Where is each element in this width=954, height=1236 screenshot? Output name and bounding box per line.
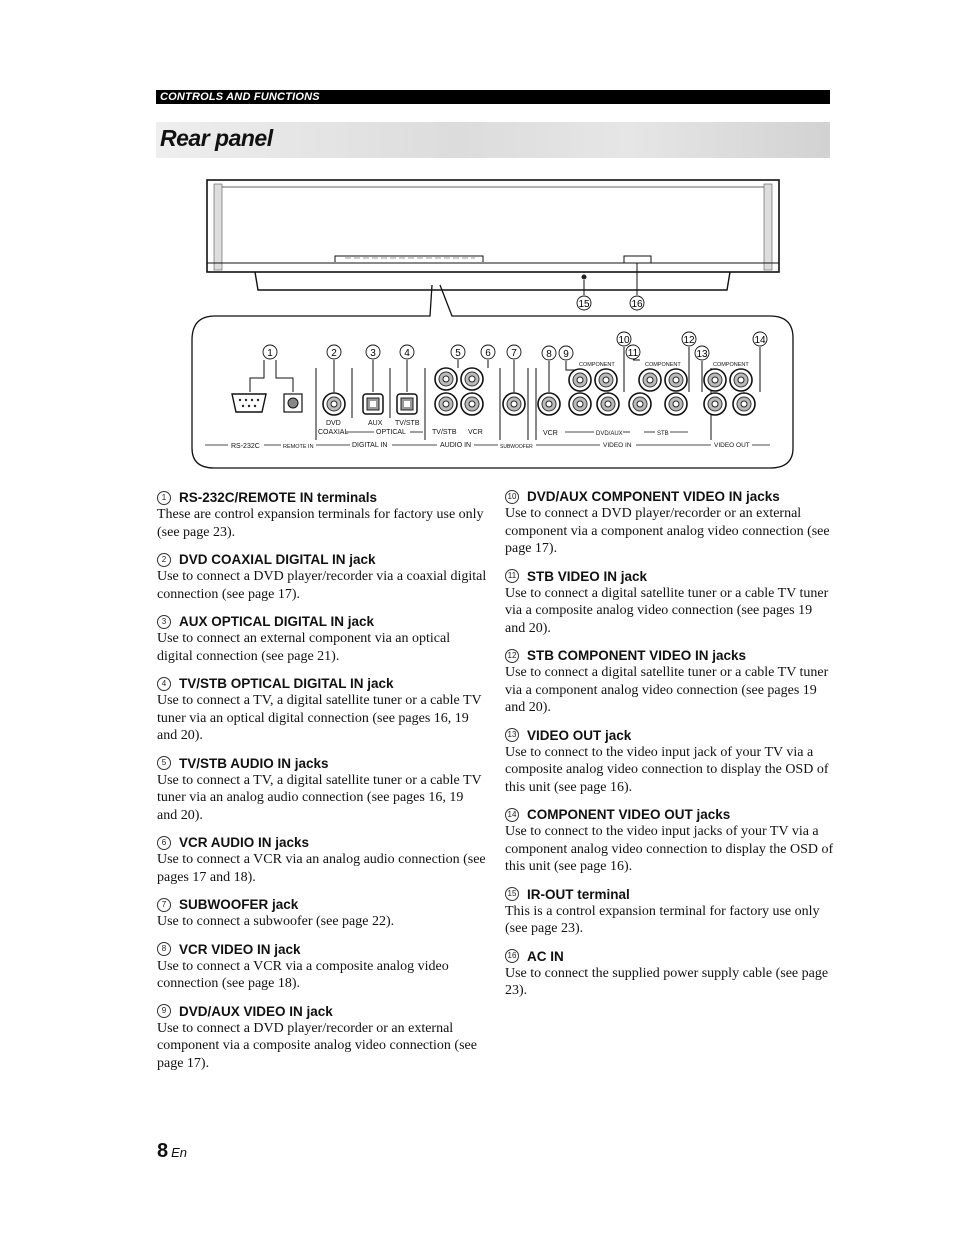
callout-1: 1 (267, 348, 273, 359)
item-title: STB COMPONENT VIDEO IN jacks (527, 648, 747, 663)
dvdaux-component-pr-jack (597, 393, 619, 415)
label-tvstb: TV/STB (432, 429, 457, 436)
tvstb-audio-l-jack (435, 368, 457, 390)
item-number: 3 (157, 615, 171, 629)
item-number: 5 (157, 756, 171, 770)
item-title: IR-OUT terminal (527, 886, 630, 902)
item-number: 10 (505, 490, 519, 504)
item-number: 2 (157, 553, 171, 567)
component-out-pb-jack (730, 369, 752, 391)
dvdaux-component-pb-jack (595, 369, 617, 391)
callout-7: 7 (511, 348, 517, 359)
item-number: 4 (157, 677, 171, 691)
item-title: STB VIDEO IN jack (527, 568, 648, 584)
label-aux: AUX (368, 420, 383, 427)
item-title: VIDEO OUT jack (527, 727, 632, 743)
callout-12: 12 (683, 335, 695, 346)
label-component-3: COMPONENT (713, 362, 749, 368)
left-column (157, 489, 487, 1072)
item-6 (157, 834, 487, 886)
item-title: TV/STB OPTICAL DIGITAL IN jack (179, 676, 394, 691)
item-9 (157, 1003, 487, 1073)
item-12 (505, 647, 835, 717)
subwoofer-jack (503, 393, 525, 415)
item-title: VCR AUDIO IN jacks (179, 835, 310, 850)
component-out-y-jack (704, 369, 726, 391)
item-8 (157, 941, 487, 993)
callout-3: 3 (370, 348, 376, 359)
item-description: Use to connect a DVD player/recorder or an external component via a component analog video connection (see page 17). (505, 506, 830, 556)
item-number: 7 (157, 898, 171, 912)
item-number: 1 (157, 491, 171, 505)
label-digital-in: DIGITAL IN (352, 442, 388, 449)
item-title: SUBWOOFER jack (179, 897, 299, 912)
callout-16: 16 (631, 299, 643, 310)
label-audio-in: AUDIO IN (440, 442, 472, 449)
item-title: DVD/AUX COMPONENT VIDEO IN jacks (527, 489, 780, 504)
dvd-coaxial-jack (323, 393, 345, 415)
callout-6: 6 (485, 348, 491, 359)
aux-optical-jack (363, 394, 383, 414)
right-column (505, 488, 835, 1000)
item-title: VCR VIDEO IN jack (179, 941, 301, 957)
vcr-video-in-jack (538, 393, 560, 415)
item-description: This is a control expansion terminal for factory use only (see page 23). (505, 903, 820, 936)
label-optical: OPTICAL (376, 429, 406, 436)
tvstb-optical-jack (397, 394, 417, 414)
item-description: Use to connect a digital satellite tuner or a cable TV tuner via a composite analog video connection (see pages 19 and 20). (505, 585, 829, 636)
item-title: AC IN (527, 948, 564, 964)
stb-component-y-jack (639, 369, 661, 391)
item-number: 9 (157, 1004, 171, 1018)
page-language: En (171, 1145, 188, 1160)
callout-14: 14 (754, 335, 766, 346)
label-tvstb-top: TV/STB (395, 420, 420, 427)
item-number: 8 (157, 942, 171, 956)
item-description: Use to connect a VCR via a composite analog video connection (see page 18). (157, 958, 449, 991)
video-out-jack (704, 393, 726, 415)
callout-11: 11 (627, 348, 639, 359)
callout-9: 9 (563, 349, 569, 360)
item-description: Use to connect to the video input jack of your TV via a composite analog video connection to display the OSD of this unit (see page 16). (505, 744, 829, 795)
label-remote-in: REMOTE IN (283, 444, 314, 450)
item-11 (505, 568, 835, 638)
item-description: Use to connect a VCR via an analog audio connection (see pages 17 and 18). (157, 852, 486, 885)
rs232c-port (232, 394, 266, 412)
item-7 (157, 896, 487, 931)
callout-8: 8 (546, 349, 552, 360)
rear-panel-diagram (0, 0, 954, 480)
item-title: RS-232C/REMOTE IN terminals (179, 490, 378, 505)
label-component-2: COMPONENT (645, 362, 681, 368)
label-rs232c: RS-232C (231, 443, 260, 450)
item-description: Use to connect a TV, a digital satellite tuner or a cable TV tuner via an optical digital connection (see pages 16, 19 and 20). (157, 693, 482, 743)
dvdaux-video-in-jack (569, 393, 591, 415)
item-description: Use to connect a digital satellite tuner or a cable TV tuner via a component analog video connection (see pages 19 and 20). (505, 665, 829, 715)
callout-13: 13 (696, 349, 708, 360)
label-video-in: VIDEO IN (603, 442, 632, 449)
label-dvd: DVD (326, 420, 341, 427)
item-title: COMPONENT VIDEO OUT jacks (527, 807, 731, 822)
item-description: Use to connect to the video input jacks of your TV via a component analog video connection to display the OSD of this unit (see page 16). (505, 824, 834, 874)
label-component-1: COMPONENT (579, 362, 615, 368)
label-video-out: VIDEO OUT (714, 442, 750, 449)
item-description: Use to connect a subwoofer (see page 22). (157, 914, 395, 929)
section-header-label: CONTROLS AND FUNCTIONS (160, 91, 320, 103)
item-number: 15 (505, 887, 519, 901)
item-description: These are control expansion terminals for factory use only (see page 23). (157, 507, 484, 540)
label-coaxial: COAXIAL (318, 429, 349, 436)
label-dvdaux: DVD/AUX (596, 431, 623, 437)
page-number (157, 1140, 187, 1163)
item-number: 6 (157, 836, 171, 850)
item-10 (505, 488, 835, 558)
item-number: 13 (505, 728, 519, 742)
item-description: Use to connect the supplied power supply cable (see page 23). (505, 965, 829, 998)
stb-component-pr-jack (665, 393, 687, 415)
callout-5: 5 (455, 348, 461, 359)
label-vcr: VCR (468, 429, 483, 436)
component-out-pr-jack (733, 393, 755, 415)
item-13 (505, 727, 835, 797)
page-number-value: 8 (157, 1140, 169, 1162)
callout-15: 15 (578, 299, 590, 310)
label-subwoofer: SUBWOOFER (500, 444, 533, 450)
item-number: 14 (505, 808, 519, 822)
vcr-audio-l-jack (461, 368, 483, 390)
stb-video-in-jack (629, 393, 651, 415)
item-title: TV/STB AUDIO IN jacks (179, 755, 329, 771)
callout-4: 4 (404, 348, 410, 359)
item-title: AUX OPTICAL DIGITAL IN jack (179, 614, 375, 629)
item-4 (157, 675, 487, 745)
item-description: Use to connect a DVD player/recorder or an external component via a composite analog video connection (see page 17). (157, 1020, 477, 1071)
item-5 (157, 755, 487, 825)
item-1 (157, 489, 487, 541)
callout-10: 10 (618, 335, 630, 346)
item-description: Use to connect a TV, a digital satellite tuner or a cable TV tuner via an analog audio connection (see pages 16, 19 and 20). (157, 772, 482, 823)
callout-2: 2 (331, 348, 337, 359)
item-16 (505, 948, 835, 1000)
item-3 (157, 613, 487, 665)
dvdaux-component-y-jack (569, 369, 591, 391)
item-2 (157, 551, 487, 603)
vcr-audio-r-jack (461, 393, 483, 415)
label-vcr-video: VCR (543, 430, 558, 437)
item-number: 11 (505, 569, 519, 583)
item-title: DVD/AUX VIDEO IN jack (179, 1003, 333, 1019)
item-title: DVD COAXIAL DIGITAL IN jack (179, 552, 376, 567)
item-description: Use to connect an external component via an optical digital connection (see page 21). (157, 631, 451, 664)
item-14 (505, 806, 835, 876)
item-description: Use to connect a DVD player/recorder via a coaxial digital connection (see page 17). (157, 569, 487, 602)
tvstb-audio-r-jack (435, 393, 457, 415)
item-number: 16 (505, 949, 519, 963)
item-15 (505, 886, 835, 938)
stb-component-pb-jack (665, 369, 687, 391)
page-title: Rear panel (160, 125, 273, 151)
label-stb: STB (657, 431, 669, 437)
item-number: 12 (505, 649, 519, 663)
unit-outline (207, 180, 779, 295)
remote-in-jack (284, 394, 302, 412)
enlarged-panel-outline (192, 285, 793, 468)
